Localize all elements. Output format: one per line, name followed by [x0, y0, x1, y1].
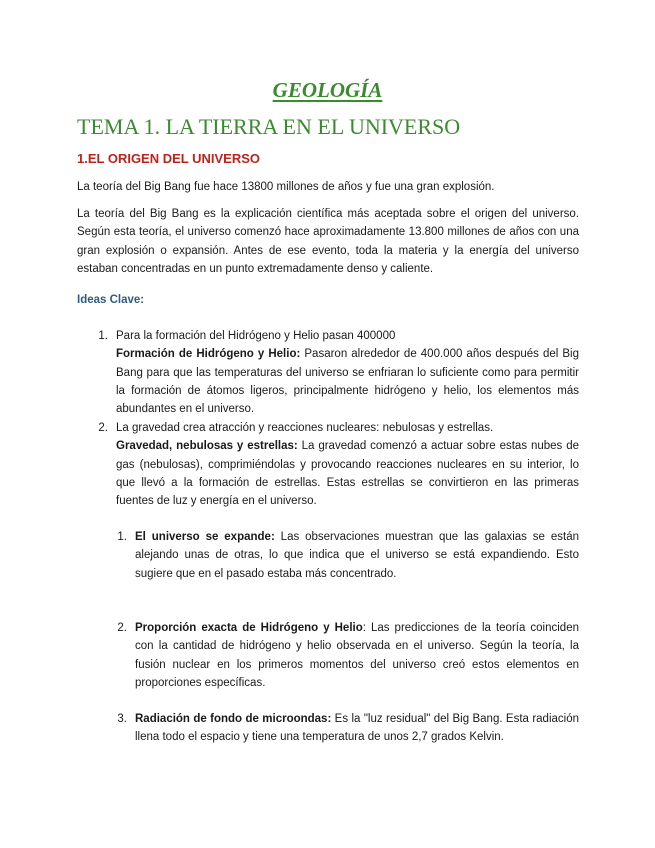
evidence-text [135, 528, 579, 583]
evidence-body: : Las predicciones de la teoría coinciden con la cantidad de hidrógeno y helio observada en el universo. Según la teoría, la fusión nuclear en los primeros momentos del universo creó estos elementos en proporciones específicas. [135, 622, 579, 689]
evidence-term: Proporción exacta de Hidrógeno y Helio [135, 622, 363, 634]
key-idea-term: Formación de Hidrógeno y Helio: [116, 348, 301, 361]
list-number: 3. [117, 713, 127, 725]
key-idea-text [116, 345, 579, 418]
ideas-heading: Ideas Clave: [77, 294, 145, 306]
evidence-term: Radiación de fondo de microondas: [135, 713, 332, 725]
document-title: GEOLOGÍA [272, 78, 383, 102]
key-idea-term: Gravedad, nebulosas y estrellas: [116, 440, 298, 453]
key-idea-body: La gravedad comenzó a actuar sobre estas nubes de gas (nebulosas), comprimiéndolas y provocando reacciones nucleares en su interior, lo que llevó a la formación de estrellas. Estas estrellas se convirtieron en las primeras fuentes de luz y energía en el universo. [116, 440, 579, 508]
evidence-text [135, 710, 579, 747]
evidence-term: El universo se expande: [135, 531, 275, 543]
evidence-body: Las observaciones muestran que las galaxias se están alejando unas de otras, lo que indica que el universo se está expandiendo. Esto sugiere que en el pasado estaba más concentrado. [135, 531, 579, 580]
intro-line: La teoría del Big Bang fue hace 13800 millones de años y fue una gran explosión. [77, 181, 495, 193]
section-heading: 1.EL ORIGEN DEL UNIVERSO [77, 151, 261, 166]
list-number: 2. [98, 422, 108, 434]
list-number: 1. [117, 531, 127, 543]
evidence-body: Es la "luz residual" del Big Bang. Esta radiación llena todo el espacio y tiene una temperatura de unos 2,7 grados Kelvin. [135, 713, 579, 744]
list-number: 1. [98, 330, 108, 342]
evidence-text [135, 619, 579, 692]
list-number: 2. [117, 622, 127, 634]
intro-paragraph: La teoría del Big Bang es la explicación científica más aceptada sobre el origen del universo. Según esta teoría, el universo comenzó hace aproximadamente 13.800 millones de años con una gran explosión o expansión. Antes de ese evento, toda la materia y la energía del universo estaban concentradas en un punto extremadamente denso y caliente. [77, 208, 579, 275]
key-idea-body: Pasaron alrededor de 400.000 años después del Big Bang para que las temperaturas del universo se enfriaran lo suficiente como para permitir la formación de átomos ligeros, principalmente hidrógeno y helio, los elementos más abundantes en el universo. [116, 348, 579, 416]
key-idea-lead: Para la formación del Hidrógeno y Helio pasan 400000 [116, 330, 396, 342]
key-idea-text [116, 437, 579, 510]
key-idea-lead: La gravedad crea atracción y reacciones nucleares: nebulosas y estrellas. [116, 422, 494, 434]
topic-title: TEMA 1. LA TIERRA EN EL UNIVERSO [77, 114, 461, 139]
